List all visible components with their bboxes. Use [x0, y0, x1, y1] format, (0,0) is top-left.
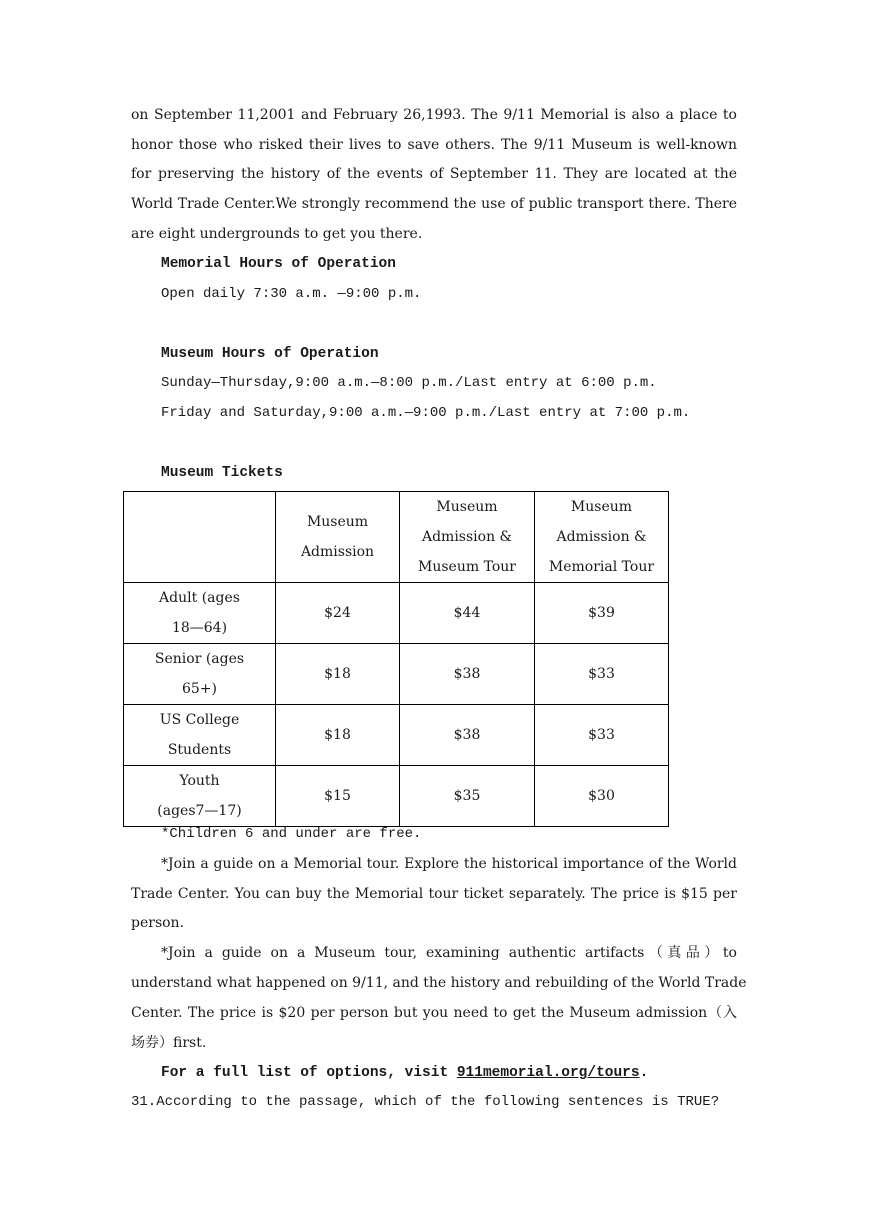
price-cell: $39	[535, 583, 669, 644]
ticket-price-table	[123, 491, 669, 827]
table-row	[124, 766, 669, 827]
price-cell: $15	[276, 766, 400, 827]
price-cell: $24	[276, 583, 400, 644]
intro-line: honor those who risked their lives to save others. The 9/11 Museum is well-known	[131, 137, 737, 153]
museum-hours-weekday: Sunday—Thursday,9:00 a.m.—8:00 p.m./Last entry at 6:00 p.m.	[161, 375, 657, 391]
price-cell: $38	[400, 705, 535, 766]
price-cell: $30	[535, 766, 669, 827]
note-memorial-tour: person.	[131, 915, 185, 931]
note-memorial-tour: *Join a guide on a Memorial tour. Explore the historical importance of the World	[161, 856, 737, 872]
intro-line: on September 11,2001 and February 26,1993. The 9/11 Memorial is also a place to	[131, 107, 737, 123]
table-corner-cell	[124, 492, 276, 583]
price-cell: $33	[535, 644, 669, 705]
column-header: Museum Admission & Memorial Tour	[535, 492, 669, 583]
table-row	[124, 583, 669, 644]
note-museum-tour: *Join a guide on a Museum tour, examining authentic artifacts（真品）to	[161, 945, 737, 961]
note-museum-tour: 场券）first.	[131, 1035, 207, 1051]
row-label: US College Students	[124, 705, 276, 766]
question-31: 31.According to the passage, which of the following sentences is TRUE?	[131, 1094, 720, 1110]
intro-line: for preserving the history of the events of September 11. They are located at the	[131, 166, 737, 182]
price-cell: $44	[400, 583, 535, 644]
museum-hours-heading: Museum Hours of Operation	[161, 346, 379, 362]
note-children: *Children 6 and under are free.	[161, 826, 422, 842]
price-cell: $18	[276, 705, 400, 766]
museum-hours-weekend: Friday and Saturday,9:00 a.m.—9:00 p.m./Last entry at 7:00 p.m.	[161, 405, 691, 421]
row-label: Adult (ages 18—64)	[124, 583, 276, 644]
memorial-hours-heading: Memorial Hours of Operation	[161, 256, 396, 272]
table-header-row	[124, 492, 669, 583]
price-cell: $38	[400, 644, 535, 705]
note-memorial-tour: Trade Center. You can buy the Memorial tour ticket separately. The price is $15 per	[131, 886, 737, 902]
museum-tickets-heading: Museum Tickets	[161, 465, 283, 481]
price-cell: $35	[400, 766, 535, 827]
intro-line: World Trade Center.We strongly recommend the use of public transport there. There	[131, 196, 737, 212]
note-museum-tour: Center. The price is $20 per person but you need to get the Museum admission（入	[131, 1005, 737, 1021]
note-museum-tour: understand what happened on 9/11, and the history and rebuilding of the World Trade	[131, 975, 747, 991]
price-cell: $18	[276, 644, 400, 705]
column-header: Museum Admission & Museum Tour	[400, 492, 535, 583]
price-cell: $33	[535, 705, 669, 766]
row-label: Senior (ages 65+)	[124, 644, 276, 705]
row-label: Youth (ages7—17)	[124, 766, 276, 827]
tours-link[interactable]: 911memorial.org/tours	[456, 1065, 640, 1081]
table-row	[124, 705, 669, 766]
table-row	[124, 644, 669, 705]
intro-line: are eight undergrounds to get you there.	[131, 226, 423, 242]
column-header: Museum Admission	[276, 492, 400, 583]
more-options-line: For a full list of options, visit 911memorial.org/tours.	[161, 1065, 649, 1081]
memorial-hours-text: Open daily 7:30 a.m. —9:00 p.m.	[161, 286, 422, 302]
